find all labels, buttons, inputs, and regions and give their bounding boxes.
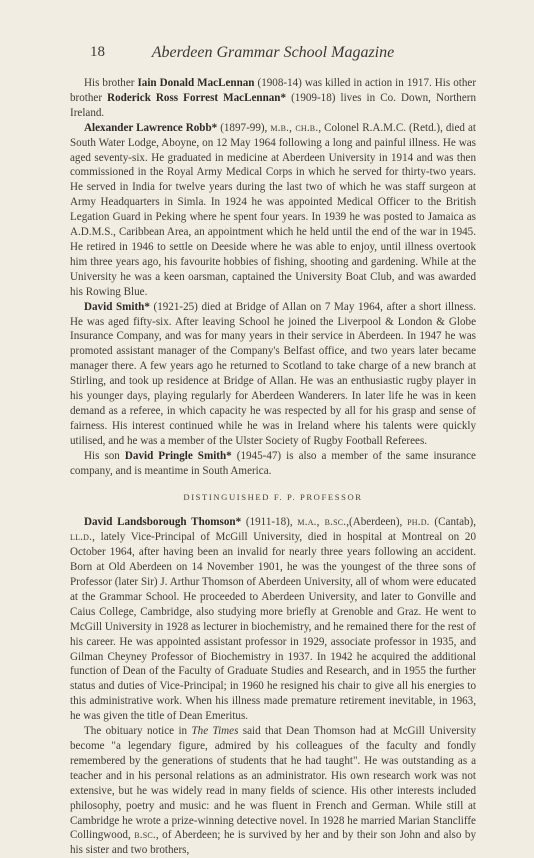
paragraph-text: (1921-25) died at Bridge of Allan on 7 May 1964, after a short illness. He was aged fifty-six. After leaving School he joined the Liverpool & London & Globe Insurance Company, and was for many years in their service in Aberdeen. In 1947 he was promoted assistant manager of the Company's Belfast office, and two years later became manager there. A few years ago he returned to Scotland to take charge of a new branch at Stirling, and took up residence at Bridge of Allan. He was an enthusiastic rugby player in his younger days, playing regularly for Aberdeen Wanderers. In later life he was in keen demand as a referee, in which capacity he was respected by all for his grasp and sense of fairness. His interest continued while he was in Ireland where his talents were quickly utilised, and he was a member of the Ulster Society of Rugby Football Referees. [70,300,476,447]
journal-title: Aberdeen Grammar School Magazine [151,44,395,61]
paragraph-text: , of Aberdeen; he is survived by her and by their son John and also by his sister and two brothers, [70,829,476,857]
degree-abbreviation: m.a., b.sc. [297,516,347,529]
person-name: David Landsborough Thomson* [84,516,242,529]
section-heading: DISTINGUISHED F. P. PROFESSOR [183,492,363,503]
paragraph-text: (1945-47) is also a member of the same insurance company, and is meantime in South America. [70,449,476,477]
paragraph-text: (1897-99), [217,121,271,134]
paragraph-text: (Cantab), [429,516,477,529]
paragraph-text: , lately Vice-Principal of McGill University, died in hospital at Montreal on 20 October 1964, after having been an invalid for nearly three years following an accident. Born at Old Aberdeen on 14 November 1901, he was the youngest of the three sons of Professor (later Sir) J. Arthur Thomson of Aberdeen University, all of whom were educated at the Grammar School. He proceeded to Aberdeen University, and later to Gonville and Caius College, Cambridge, also studying more briefly at Grenoble and Graz. He went to McGill University in 1928 as lecturer in biochemistry, and he remained there for the rest of his career. He was appointed assistant professor in 1929, associate professor in 1935, and Gilman Cheyney Professor of Biochemistry in 1937. In 1942 he acquired the additional function of Dean of the Faculty of Graduate Studies and Research, and in 1955 the further status and duties of Vice-Principal; in 1960 he resigned his chair to give all his energies to this administrative work. When his illness made premature retirement inevitable, in 1963, he was given the title of Dean Emeritus. [70,531,476,723]
degree-abbreviation: ph.d. [407,516,430,529]
page-number: 18 [90,44,105,60]
article-body [70,76,476,858]
paragraph [70,515,476,724]
paragraph-text: ,(Aberdeen), [346,516,408,529]
paragraph [70,76,476,121]
paragraph-text: (1909-18) lives in Co. Down, Northern Ireland. [70,91,477,119]
publication-title: The Times [191,725,239,738]
degree-abbreviation: b.sc. [134,829,156,842]
paragraph [70,449,476,479]
paragraph-text: His brother [84,77,138,89]
paragraph-text: , Colonel R.A.M.C. (Retd.), died at South Water Lodge, Aboyne, on 12 May 1964 following a long and painful illness. He was aged seventy-six. He graduated in medicine at Aberdeen University in 1914 and was then commissioned in the Royal Army Medical Corps in which he served for thirty-two years. He served in India for twelve years during the last two of which he was staff surgeon at Army Headquarters in Simla. In 1924 he was appointed Medical Officer to the British Legation Guard in Peking where he spent four years. In 1939 he was posted to Jamaica as A.D.M.S., Caribbean Area, an appointment which he held until the end of the war in 1945. He retired in 1946 to settle on Deeside where he was able to enjoy, until illness overtook him three years ago, his favourite hobbies of fishing, shooting and gardening. While at the University he was a keen oarsman, captained the University Boat Club, and was awarded his Rowing Blue. [70,121,476,298]
paragraph-text: His son [84,449,125,462]
person-name: David Smith* [84,300,150,313]
degree-abbreviation: m.b., ch.b. [270,121,319,134]
person-name: David Pringle Smith* [124,449,232,462]
obituary-entries-after [70,515,476,858]
obituary-entries-before [70,76,476,478]
paragraph [70,724,476,858]
person-name: Roderick Ross Forrest MacLennan* [107,91,287,104]
paragraph [70,300,476,449]
person-name: Iain Donald MacLennan [137,77,255,89]
paragraph-text: The obituary notice in [84,725,192,738]
running-head [70,44,476,64]
degree-abbreviation: ll.d. [70,531,93,544]
paragraph-text: (1911-18), [241,516,298,529]
paragraph [70,121,476,300]
paragraph-text: said that Dean Thomson had at McGill University become "a legendary figure, admired by his colleagues of the faculty and fondly remembered by the generations of students that he had taught". He was outstanding as a teacher and in his personal relations as an administrator. His own research work was not extensive, but he was widely read in many fields of science. His other interests included philosophy, poetry and music: and he was fluent in French and German. While still at Cambridge he wrote a prize-winning detective novel. In 1928 he married Marian Stancliffe Collingwood, [70,725,476,842]
paragraph-text: (1908-14) was killed in action in 1917. His other brother [70,77,477,104]
person-name: Alexander Lawrence Robb* [84,121,218,134]
